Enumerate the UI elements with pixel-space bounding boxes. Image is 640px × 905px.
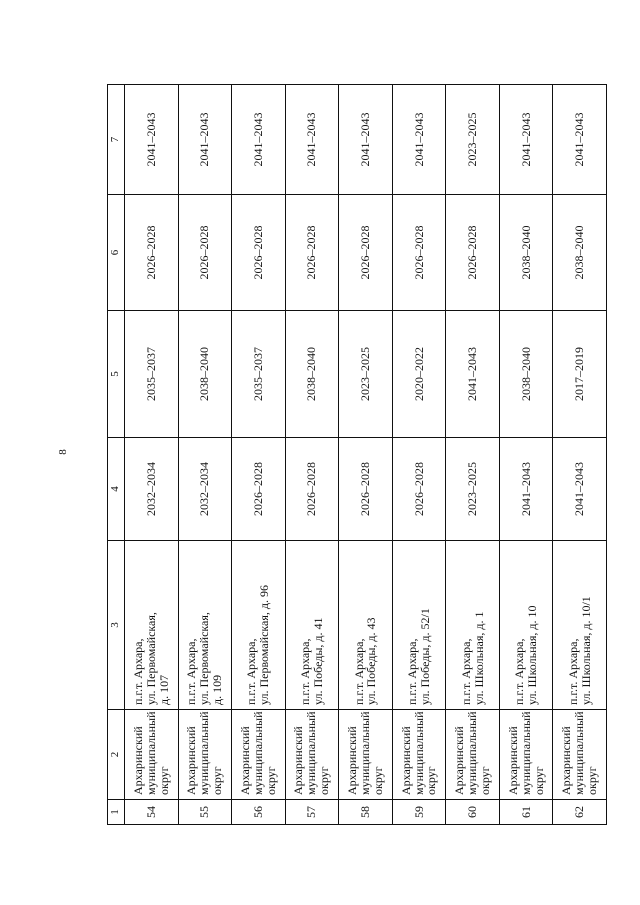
municipality-line: округ — [263, 766, 278, 795]
address-line: д. 109 — [210, 674, 225, 705]
table-row — [232, 85, 286, 825]
period-cell-col6: 2026–2028 — [392, 195, 446, 311]
row-number-cell: 55 — [178, 800, 232, 825]
table-row — [446, 85, 500, 825]
period-cell-col5: 2035–2037 — [232, 311, 286, 438]
address-line: п.г.т. Архара, — [351, 638, 366, 705]
municipality-cell — [125, 710, 179, 800]
municipality-line: округ — [478, 766, 493, 795]
row-number-cell: 56 — [232, 800, 286, 825]
period-cell-col5: 2038–2040 — [178, 311, 232, 438]
address-cell — [339, 541, 393, 710]
row-number-cell: 54 — [125, 800, 179, 825]
address-line: п.г.т. Архара, — [130, 638, 145, 705]
address-cell — [178, 541, 232, 710]
municipality-cell — [232, 710, 286, 800]
municipality-line: Архаринский — [345, 726, 360, 795]
municipality-line: Архаринский — [398, 726, 413, 795]
period-cell-col5: 2017–2019 — [553, 311, 607, 438]
municipality-line: Архаринский — [559, 726, 574, 795]
period-cell-col7: 2041–2043 — [232, 85, 286, 195]
period-cell-col6: 2038–2040 — [553, 195, 607, 311]
address-line: ул. Первомайская, — [143, 612, 158, 705]
period-cell-col6: 2026–2028 — [339, 195, 393, 311]
municipality-cell — [446, 710, 500, 800]
period-cell-col5: 2035–2037 — [125, 311, 179, 438]
address-line: ул. Школьная, д. 10/1 — [578, 596, 593, 705]
period-cell-col4: 2026–2028 — [285, 438, 339, 541]
header-cell: 4 — [108, 438, 125, 541]
municipality-cell — [553, 710, 607, 800]
municipality-cell — [339, 710, 393, 800]
period-cell-col5: 2041–2043 — [446, 311, 500, 438]
header-cell: 7 — [108, 85, 125, 195]
period-cell-col7: 2041–2043 — [125, 85, 179, 195]
municipality-line: муниципальный — [518, 711, 533, 795]
period-cell-col4: 2041–2043 — [553, 438, 607, 541]
row-number-cell: 57 — [285, 800, 339, 825]
row-number-cell: 59 — [392, 800, 446, 825]
address-cell — [232, 541, 286, 710]
page-number: 8 — [56, 449, 69, 455]
period-cell-col7: 2041–2043 — [339, 85, 393, 195]
period-cell-col4: 2026–2028 — [339, 438, 393, 541]
address-line: п.г.т. Архара, — [458, 638, 473, 705]
table-row — [553, 85, 607, 825]
period-cell-col4: 2032–2034 — [178, 438, 232, 541]
table-row — [285, 85, 339, 825]
municipality-line: муниципальный — [304, 711, 319, 795]
address-cell — [285, 541, 339, 710]
municipality-line: муниципальный — [465, 711, 480, 795]
address-line: п.г.т. Архара, — [512, 638, 527, 705]
table-row — [392, 85, 446, 825]
period-cell-col6: 2026–2028 — [232, 195, 286, 311]
period-cell-col6: 2038–2040 — [499, 195, 553, 311]
period-cell-col5: 2038–2040 — [285, 311, 339, 438]
period-cell-col5: 2038–2040 — [499, 311, 553, 438]
period-cell-col7: 2041–2043 — [392, 85, 446, 195]
municipality-line: Архаринский — [237, 726, 252, 795]
municipality-line: муниципальный — [143, 711, 158, 795]
header-cell: 5 — [108, 311, 125, 438]
row-number-cell: 62 — [553, 800, 607, 825]
address-cell — [392, 541, 446, 710]
address-cell — [125, 541, 179, 710]
address-line: ул. Победы, д. 43 — [364, 617, 379, 705]
period-cell-col5: 2020–2022 — [392, 311, 446, 438]
period-cell-col6: 2026–2028 — [446, 195, 500, 311]
period-cell-col7: 2041–2043 — [178, 85, 232, 195]
row-number-cell: 60 — [446, 800, 500, 825]
address-line: ул. Школьная, д. 10 — [525, 605, 540, 705]
municipality-line: Архаринский — [452, 726, 467, 795]
schedule-table — [107, 84, 607, 825]
period-cell-col5: 2023–2025 — [339, 311, 393, 438]
address-cell — [446, 541, 500, 710]
municipality-line: округ — [531, 766, 546, 795]
period-cell-col4: 2041–2043 — [499, 438, 553, 541]
municipality-cell — [499, 710, 553, 800]
address-line: п.г.т. Архара, — [405, 638, 420, 705]
municipality-cell — [392, 710, 446, 800]
period-cell-col4: 2032–2034 — [125, 438, 179, 541]
municipality-line: муниципальный — [572, 711, 587, 795]
period-cell-col7: 2041–2043 — [499, 85, 553, 195]
period-cell-col6: 2026–2028 — [125, 195, 179, 311]
row-number-cell: 61 — [499, 800, 553, 825]
table-row — [178, 85, 232, 825]
municipality-line: муниципальный — [411, 711, 426, 795]
address-line: д. 107 — [156, 674, 171, 705]
period-cell-col4: 2023–2025 — [446, 438, 500, 541]
municipality-line: Архаринский — [291, 726, 306, 795]
table-header-row — [108, 85, 125, 825]
address-line: ул. Победы, д. 52/1 — [418, 608, 432, 705]
header-cell: 6 — [108, 195, 125, 311]
address-line: ул. Школьная, д. 1 — [471, 611, 486, 705]
municipality-cell — [285, 710, 339, 800]
table-body — [125, 85, 607, 825]
table-row — [125, 85, 179, 825]
period-cell-col6: 2026–2028 — [178, 195, 232, 311]
header-cell: 1 — [108, 800, 125, 825]
period-cell-col4: 2026–2028 — [392, 438, 446, 541]
table-row — [339, 85, 393, 825]
table-row — [499, 85, 553, 825]
period-cell-col7: 2041–2043 — [553, 85, 607, 195]
period-cell-col4: 2026–2028 — [232, 438, 286, 541]
municipality-line: округ — [585, 766, 600, 795]
period-cell-col6: 2026–2028 — [285, 195, 339, 311]
municipality-line: Архаринский — [505, 726, 520, 795]
header-cell: 2 — [108, 710, 125, 800]
period-cell-col7: 2023–2025 — [446, 85, 500, 195]
municipality-line: округ — [156, 766, 171, 795]
address-line: п.г.т. Архара, — [297, 638, 312, 705]
municipality-line: муниципальный — [197, 711, 212, 795]
address-cell — [499, 541, 553, 710]
municipality-line: Архаринский — [184, 726, 199, 795]
municipality-line: округ — [317, 766, 332, 795]
address-line: п.г.т. Архара, — [244, 638, 259, 705]
municipality-line: Архаринский — [130, 726, 145, 795]
row-number-cell: 58 — [339, 800, 393, 825]
address-line: ул. Первомайская, д. 96 — [257, 585, 272, 705]
address-cell — [553, 541, 607, 710]
address-line: ул. Первомайская, — [197, 612, 212, 705]
header-cell: 3 — [108, 541, 125, 710]
municipality-cell — [178, 710, 232, 800]
address-line: п.г.т. Архара, — [184, 638, 199, 705]
municipality-line: округ — [370, 766, 385, 795]
municipality-line: муниципальный — [357, 711, 372, 795]
municipality-line: муниципальный — [250, 711, 265, 795]
address-line: ул. Победы, д. 41 — [310, 617, 325, 705]
municipality-line: округ — [424, 766, 439, 795]
municipality-line: округ — [210, 766, 225, 795]
rotated-table-sheet — [107, 85, 607, 825]
address-line: п.г.т. Архара, — [565, 638, 580, 705]
period-cell-col7: 2041–2043 — [285, 85, 339, 195]
